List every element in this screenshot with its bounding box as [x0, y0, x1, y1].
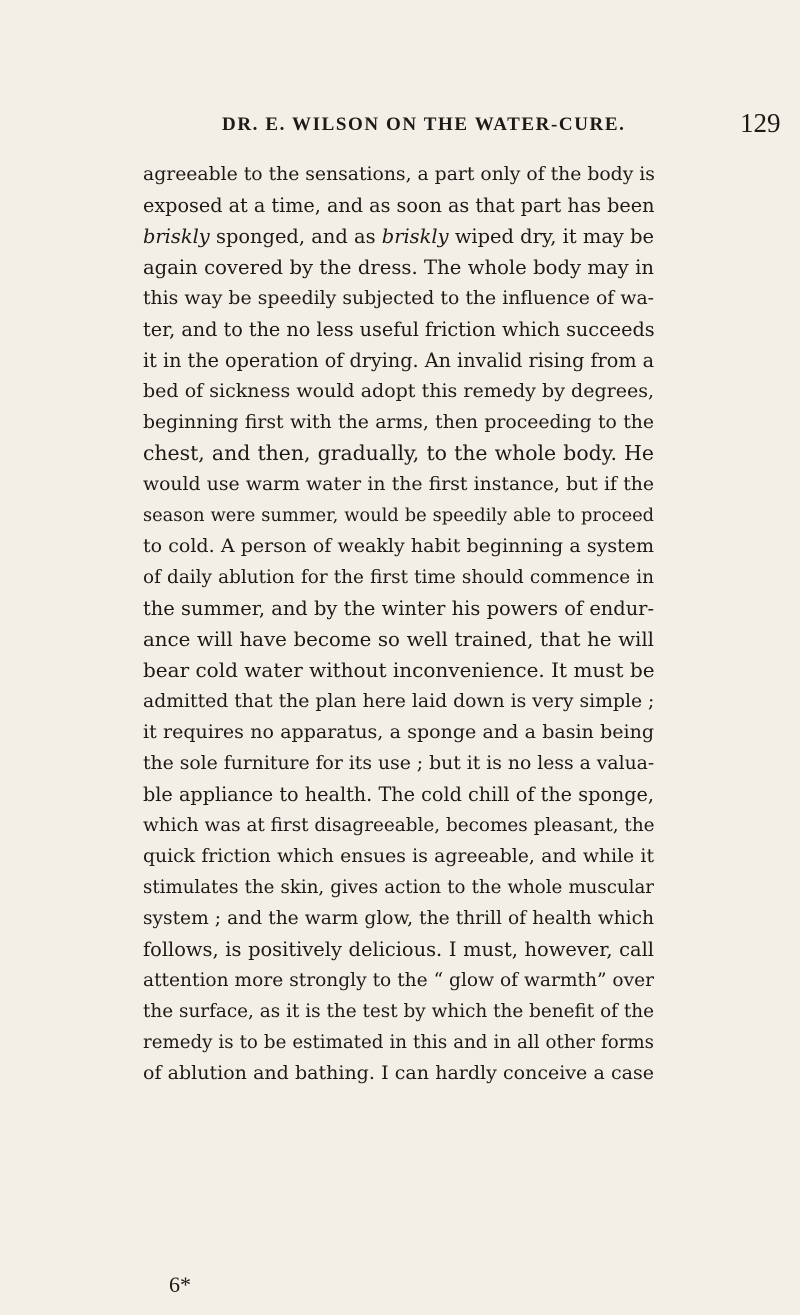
text-line: chest, and then, gradually, to the whole body. He	[143, 441, 654, 465]
text-line: attention more strongly to the “ glow of warmth” over	[143, 970, 654, 991]
text-line: quick friction which ensues is agreeable, and while it	[143, 846, 654, 867]
emphasis: briskly	[381, 225, 449, 248]
page-number: 129	[740, 108, 781, 138]
text-line: beginning first with the arms, then proceeding to the	[143, 412, 654, 433]
text-line: of ablution and bathing. I can hardly conceive a case	[143, 1062, 654, 1084]
text-line: bed of sickness would adopt this remedy by degrees,	[143, 380, 654, 402]
text-line: stimulates the skin, gives action to the whole muscular	[143, 877, 654, 898]
emphasis: briskly	[143, 225, 210, 248]
text-line: again covered by the dress. The whole body may in	[143, 256, 654, 279]
text-line: would use warm water in the first instance, but if the	[143, 474, 654, 495]
signature-mark: 6*	[169, 1272, 191, 1297]
text-line: to cold. A person of weakly habit beginning a system	[143, 535, 654, 557]
text-line: ance will have become so well trained, that he will	[143, 628, 654, 651]
text-line: ble appliance to health. The cold chill of the sponge,	[143, 783, 654, 806]
text-line: ter, and to the no less useful friction which succeeds	[143, 318, 655, 341]
text-line: admitted that the plan here laid down is very simple ;	[143, 691, 655, 712]
text-line: season were summer, would be speedily able to proceed	[143, 505, 654, 526]
text-line: agreeable to the sensations, a part only of the body is	[143, 164, 655, 185]
text-line: bear cold water without inconvenience. It must be	[143, 658, 655, 682]
text-line: which was at first disagreeable, becomes pleasant, the	[143, 815, 655, 836]
text-line: of daily ablution for the first time should commence in	[143, 567, 654, 588]
text-line: it requires no apparatus, a sponge and a basin being	[143, 721, 654, 743]
text-line: the summer, and by the winter his powers of endur-	[143, 597, 654, 620]
text-line: the sole furniture for its use ; but it is no less a valua-	[143, 753, 655, 774]
text-line: the surface, as it is the test by which the benefit of the	[143, 1001, 654, 1022]
running-head: DR. E. WILSON ON THE WATER-CURE.	[222, 114, 626, 135]
text-line: it in the operation of drying. An invalid rising from a	[143, 349, 655, 372]
text-line: system ; and the warm glow, the thrill of health which	[143, 908, 654, 929]
text-line: exposed at a time, and as soon as that part has been	[143, 194, 655, 217]
text-line: briskly sponged, and as briskly wiped dry, it may be	[143, 225, 654, 248]
text-line: remedy is to be estimated in this and in all other forms	[143, 1032, 654, 1053]
text-line: this way be speedily subjected to the influence of wa-	[143, 288, 654, 309]
text-line: follows, is positively delicious. I must, however, call	[143, 938, 654, 961]
